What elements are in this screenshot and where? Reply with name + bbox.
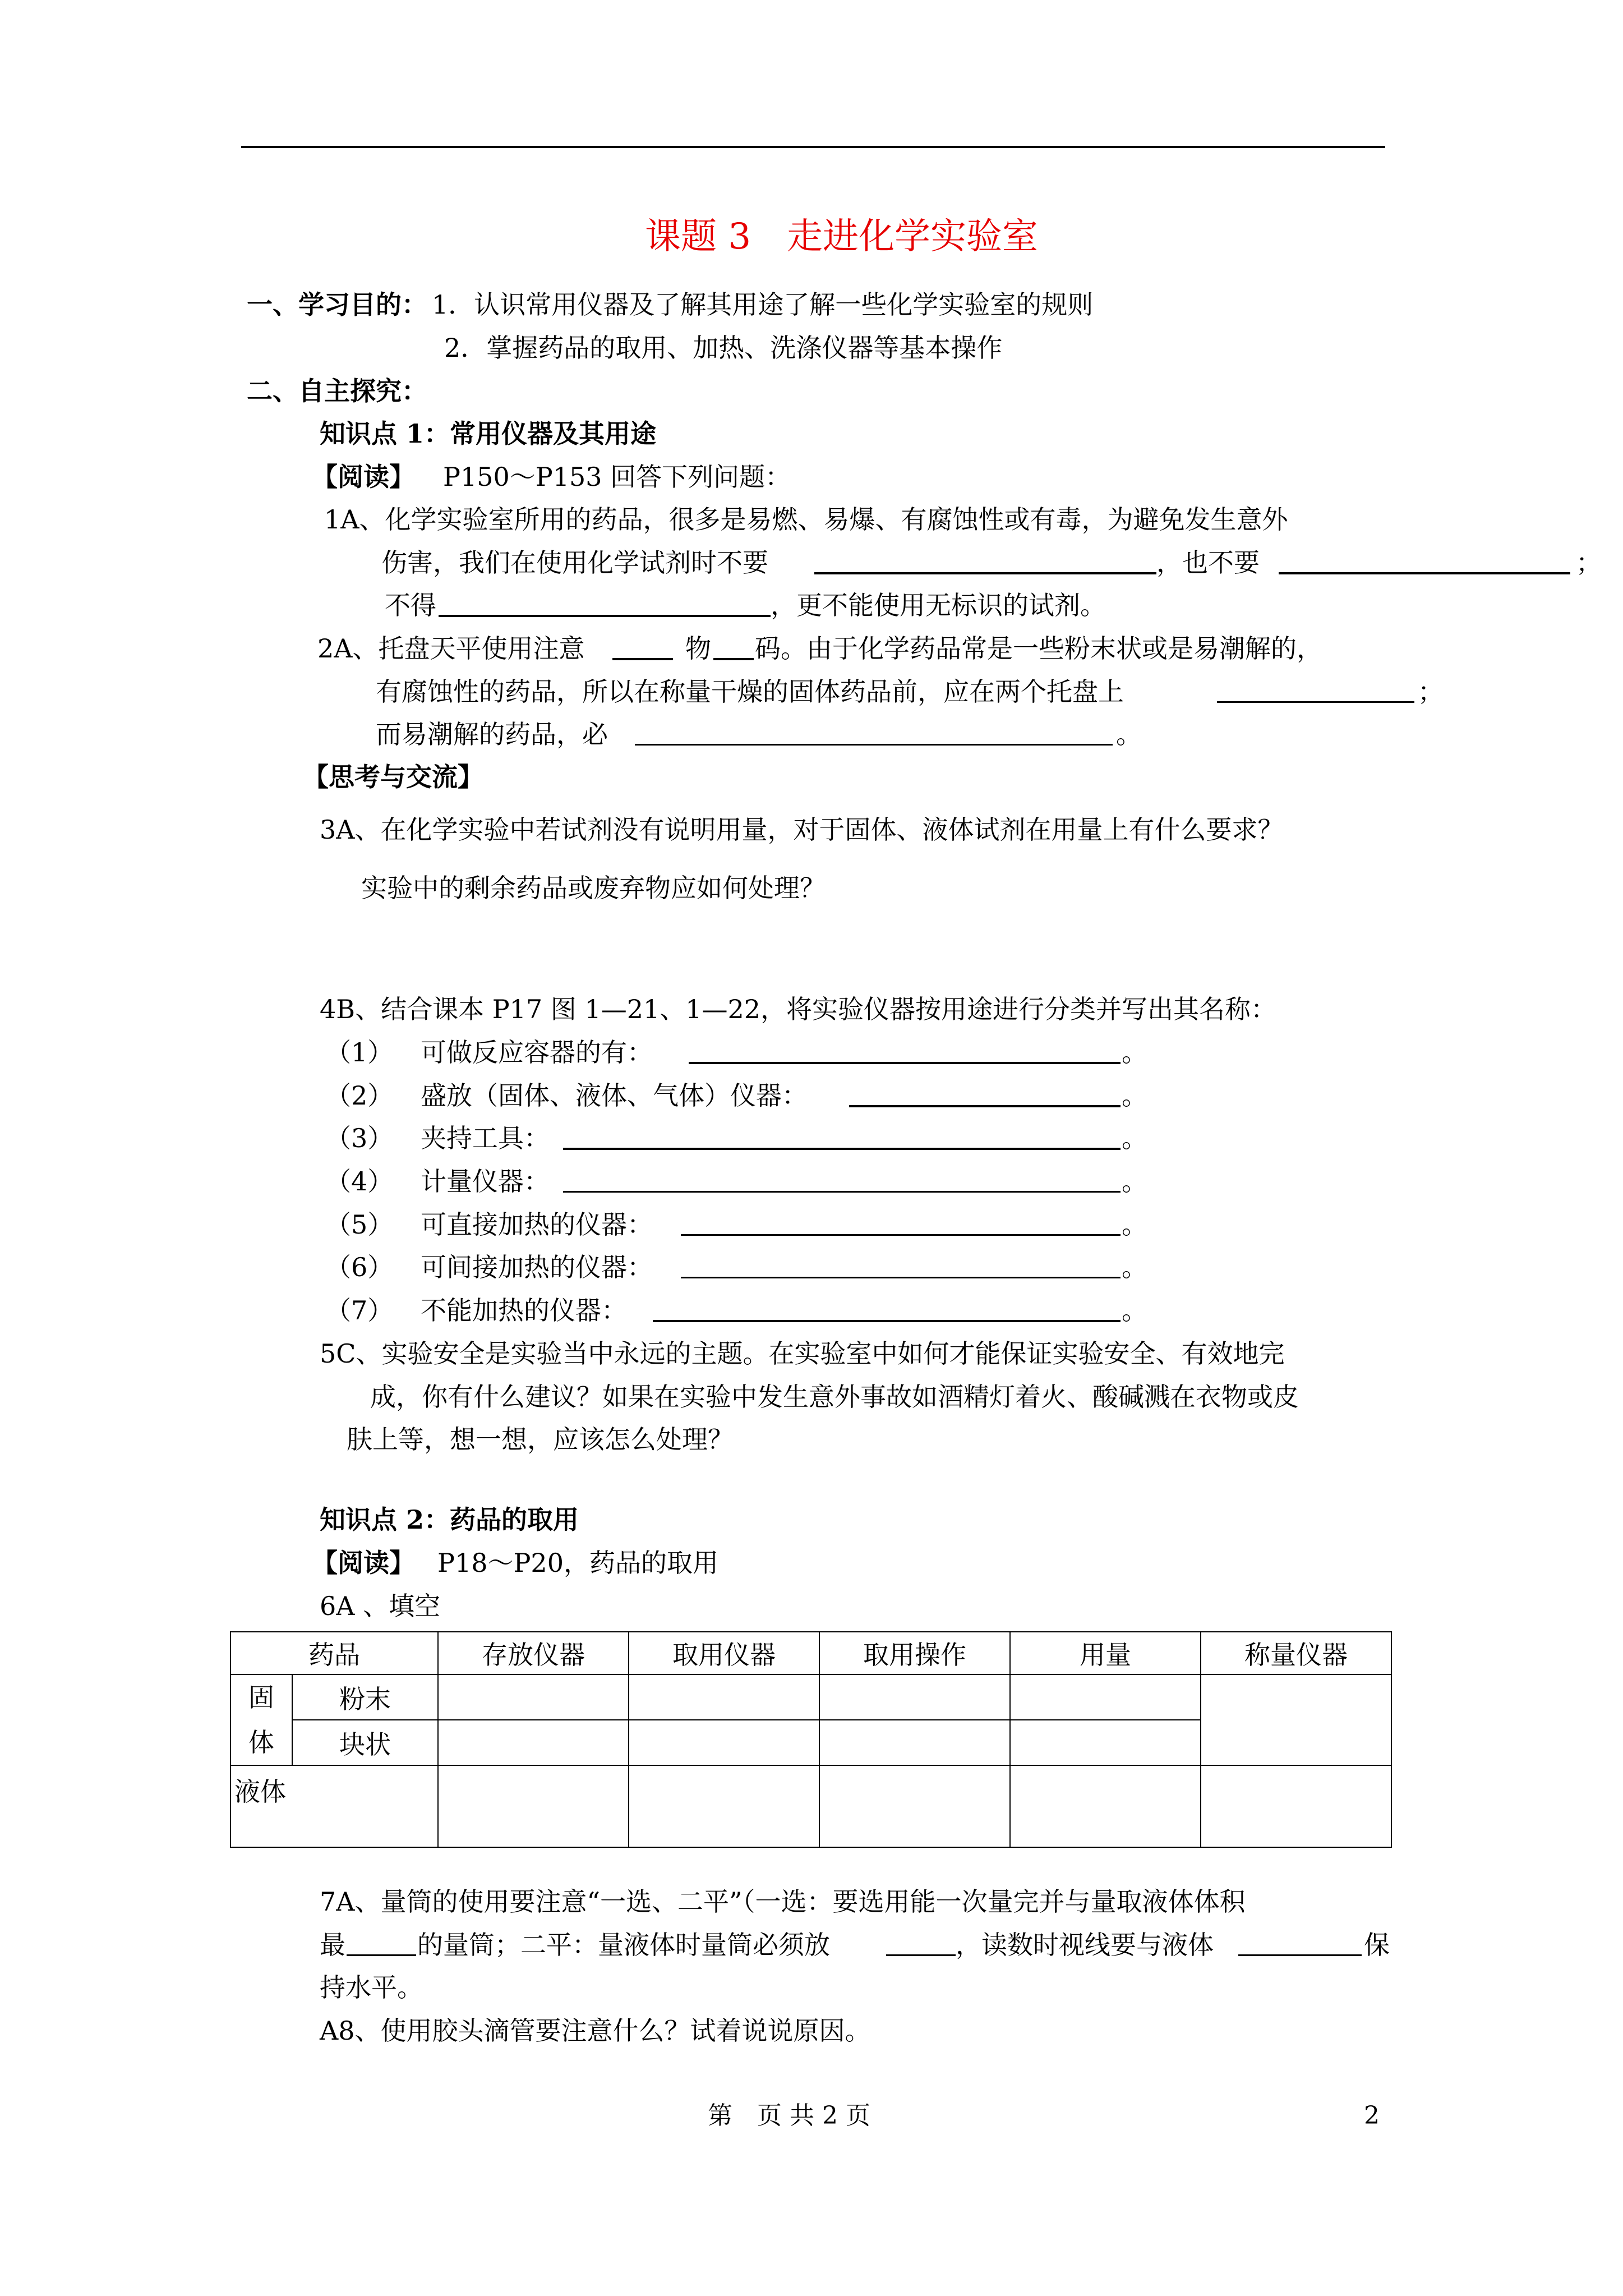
q1-text-b: ，也不要	[1156, 547, 1260, 578]
q4-item-5-blank[interactable]	[681, 1234, 1121, 1236]
q4-item-4-blank[interactable]	[563, 1191, 1121, 1193]
table-cell[interactable]	[629, 1765, 819, 1847]
q7-text-b: 的量筒；二平：量液体时量筒必须放	[417, 1930, 830, 1960]
q1-blank-3[interactable]	[439, 615, 771, 617]
q4-item-4-end: 。	[1122, 1166, 1147, 1197]
q4-item-1-blank[interactable]	[689, 1062, 1121, 1064]
q4-item-7-end: 。	[1122, 1295, 1147, 1326]
q4-item-2-blank[interactable]	[849, 1105, 1121, 1107]
q4-text: 4B、结合课本 P17 图 1—21、1—22，将实验仪器按用途进行分类并写出其名称：	[320, 994, 1277, 1024]
q2-line3: 而易潮解的药品，必	[376, 719, 608, 749]
col-header-amount: 用量	[1010, 1632, 1201, 1674]
q2-line3-end: 。	[1116, 719, 1142, 749]
col-header-weighing: 称量仪器	[1201, 1632, 1391, 1674]
col-header-tool: 取用仪器	[629, 1632, 819, 1674]
page-title: 课题 3 走进化学实验室	[645, 216, 1039, 257]
table-cell[interactable]	[1010, 1674, 1201, 1720]
q1-blank-1[interactable]	[814, 572, 1156, 574]
table-cell[interactable]	[629, 1720, 819, 1765]
kp2-heading: 知识点 2：药品的取用	[320, 1504, 579, 1535]
table-cell[interactable]	[1010, 1720, 1201, 1765]
q2-blank-2[interactable]	[713, 658, 754, 660]
table-cell[interactable]	[629, 1674, 819, 1720]
think-tag: 【思考与交流】	[303, 762, 483, 792]
q5-line3: 肤上等，想一想，应该怎么处理？	[347, 1424, 734, 1455]
liquid-label: 液体	[230, 1765, 438, 1847]
kp2-read-text: P18～P20，药品的取用	[437, 1548, 718, 1578]
col-header-reagent: 药品	[230, 1632, 438, 1674]
col-header-storage: 存放仪器	[438, 1632, 629, 1674]
q4-item-6-text: 可间接加热的仪器：	[421, 1252, 653, 1282]
q4-item-2-text: 盛放（固体、液体、气体）仪器：	[421, 1080, 808, 1111]
q4-item-7-num: （7）	[325, 1295, 394, 1326]
q3-text: 3A、在化学实验中若试剂没有说明用量，对于固体、液体试剂在用量上有什么要求？	[320, 815, 1284, 845]
kp1-read-text: P150～P153 回答下列问题：	[443, 462, 791, 492]
q1-end: ；	[1576, 547, 1602, 578]
q4-item-1-text: 可做反应容器的有：	[421, 1037, 653, 1068]
q2-text-c: 码。由于化学药品常是一些粉末状或是易潮解的，	[755, 633, 1322, 664]
q2-text-a: 2A、托盘天平使用注意	[317, 633, 585, 664]
q1-blank-2[interactable]	[1279, 572, 1570, 574]
q2-line2-end: ；	[1418, 677, 1444, 707]
kp1-heading: 知识点 1：常用仪器及其用途	[320, 418, 657, 449]
q4-item-6-blank[interactable]	[681, 1277, 1121, 1278]
objective-1: 1．认识常用仪器及了解其用途了解一些化学实验室的规则	[432, 289, 1094, 320]
q4-item-6-num: （6）	[325, 1252, 394, 1282]
table-cell[interactable]	[819, 1720, 1010, 1765]
q1-line1: 1A、化学实验室所用的药品，很多是易燃、易爆、有腐蚀性或有毒，为避免发生意外	[324, 504, 1288, 535]
q7-line1: 7A、量筒的使用要注意“一选、二平”（一选：要选用能一次量完并与量取液体体积	[320, 1887, 1246, 1917]
table-cell[interactable]	[438, 1674, 629, 1720]
q4-item-2-end: 。	[1122, 1080, 1147, 1111]
table-row-powder	[230, 1674, 1391, 1720]
q4-item-4-text: 计量仪器：	[421, 1166, 550, 1197]
solid-label-2: 体	[248, 1727, 274, 1757]
q3-text-b: 实验中的剩余药品或废弃物应如何处理？	[361, 873, 826, 903]
q4-item-1-end: 。	[1122, 1037, 1147, 1068]
table-cell[interactable]	[819, 1674, 1010, 1720]
q1-text-d: ，更不能使用无标识的试剂。	[771, 590, 1106, 620]
q1-text-a: 伤害，我们在使用化学试剂时不要	[381, 547, 768, 578]
q4-item-5-text: 可直接加热的仪器：	[421, 1209, 653, 1240]
q7-text-c: ，读数时视线要与液体	[956, 1930, 1214, 1960]
reagent-table	[230, 1631, 1392, 1848]
table-header-row	[230, 1632, 1391, 1674]
table-cell[interactable]	[819, 1765, 1010, 1847]
q4-item-7-text: 不能加热的仪器：	[421, 1295, 627, 1326]
q4-item-7-blank[interactable]	[653, 1320, 1121, 1322]
q4-item-1-num: （1）	[325, 1037, 394, 1068]
lump-label: 块状	[292, 1720, 438, 1765]
solid-label-1: 固	[248, 1682, 274, 1713]
powder-label: 粉末	[292, 1674, 438, 1720]
footer-page-number: 2	[1364, 2101, 1380, 2130]
table-cell[interactable]	[1201, 1674, 1391, 1765]
kp2-read-tag: 【阅读】	[312, 1548, 415, 1578]
q2-blank-1[interactable]	[612, 658, 673, 660]
q2-text-b: 物	[685, 633, 711, 664]
q7-text-a: 最	[320, 1930, 345, 1960]
q4-item-4-num: （4）	[325, 1166, 394, 1197]
footer-page-label: 第 页 共 2 页	[708, 2101, 870, 2130]
table-cell[interactable]	[1201, 1765, 1391, 1847]
q4-item-3-blank[interactable]	[563, 1148, 1121, 1150]
q5-line1: 5C、实验安全是实验当中永远的主题。在实验室中如何才能保证实验安全、有效地完	[320, 1338, 1285, 1369]
q4-item-2-num: （2）	[325, 1080, 394, 1111]
header-rule	[241, 146, 1385, 148]
objectives-label: 一、学习目的：	[247, 289, 427, 320]
q7-blank-1[interactable]	[347, 1954, 416, 1956]
solid-label-cell	[230, 1674, 292, 1765]
table-cell[interactable]	[438, 1765, 629, 1847]
table-cell[interactable]	[438, 1720, 629, 1765]
q4-item-3-end: 。	[1122, 1123, 1147, 1153]
explore-label: 二、自主探究：	[247, 376, 427, 406]
objective-2: 2．掌握药品的取用、加热、洗涤仪器等基本操作	[444, 333, 1003, 363]
q6-text: 6A 、填空	[320, 1591, 441, 1621]
q7-blank-2[interactable]	[886, 1954, 956, 1956]
q4-item-6-end: 。	[1122, 1252, 1147, 1282]
table-row-liquid	[230, 1765, 1391, 1847]
q5-line2: 成，你有什么建议？如果在实验中发生意外事故如酒精灯着火、酸碱溅在衣物或皮	[370, 1382, 1299, 1412]
q2-blank-3[interactable]	[1217, 701, 1414, 703]
q2-line2: 有腐蚀性的药品，所以在称量干燥的固体药品前，应在两个托盘上	[376, 677, 1124, 707]
q8-text: A8、使用胶头滴管要注意什么？试着说说原因。	[320, 2016, 871, 2046]
q7-text-d: 保	[1364, 1930, 1390, 1960]
q1-text-c: 不得	[385, 590, 436, 620]
kp1-read-tag: 【阅读】	[312, 462, 415, 492]
q7-line3: 持水平。	[320, 1972, 423, 2003]
q4-item-5-end: 。	[1122, 1209, 1147, 1240]
q4-item-3-text: 夹持工具：	[421, 1123, 550, 1153]
q4-item-5-num: （5）	[325, 1209, 394, 1240]
table-cell[interactable]	[1010, 1765, 1201, 1847]
q2-blank-4[interactable]	[635, 744, 1113, 746]
q7-blank-3[interactable]	[1238, 1954, 1362, 1956]
q4-item-3-num: （3）	[325, 1123, 394, 1153]
col-header-operation: 取用操作	[819, 1632, 1010, 1674]
